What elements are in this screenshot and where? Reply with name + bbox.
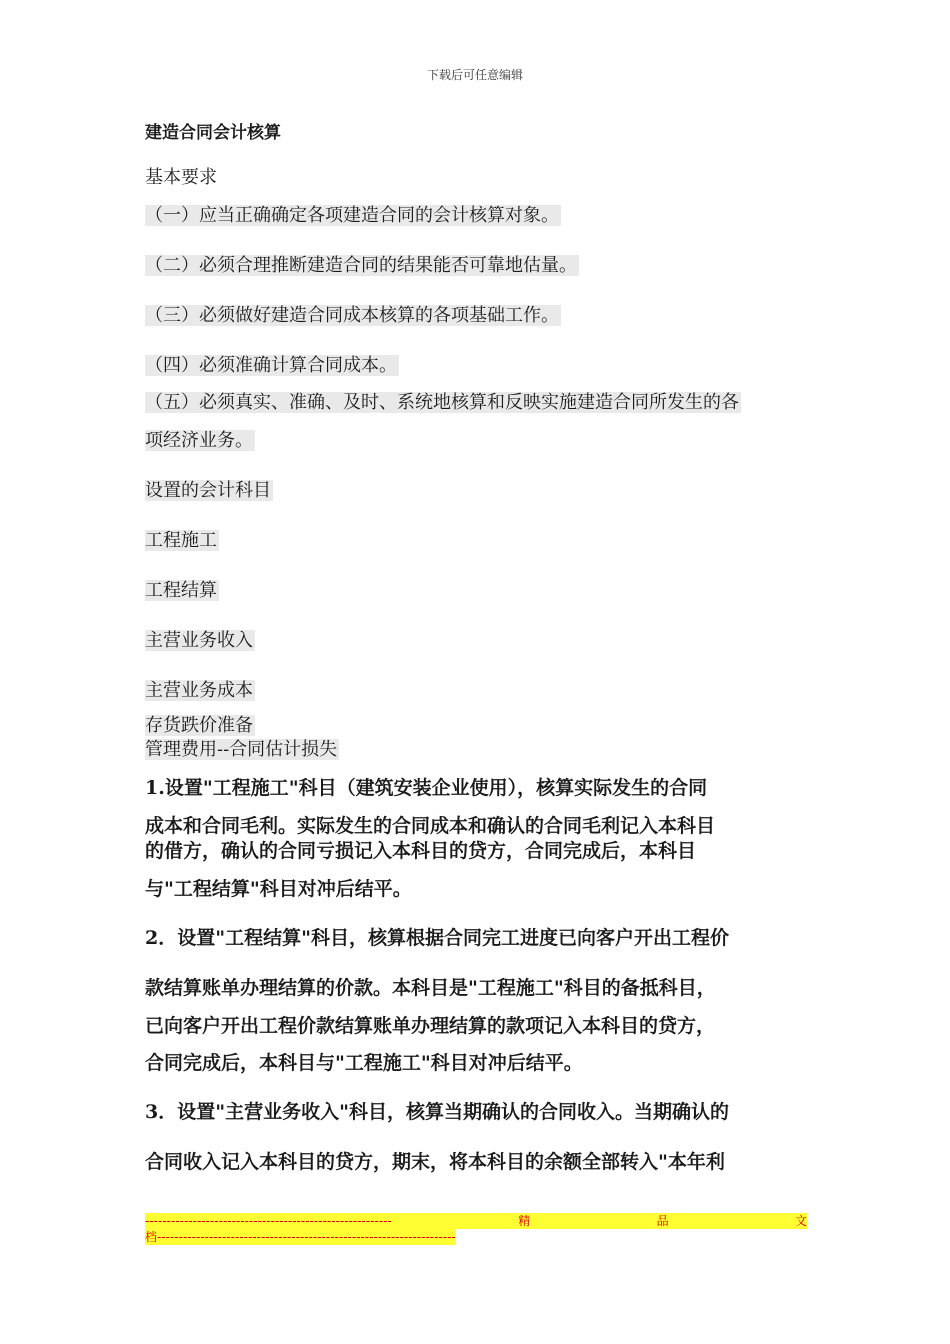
- account-item: 管理费用--合同估计损失: [145, 739, 338, 760]
- account-item: 主营业务收入: [145, 630, 253, 651]
- paragraph-line: 成本和合同毛利。实际发生的合同成本和确认的合同毛利记入本科目: [145, 815, 716, 837]
- footer-char: 品: [656, 1214, 669, 1228]
- footer-char: 精: [518, 1214, 531, 1228]
- footer-char: 档: [145, 1230, 158, 1244]
- page-footer: [145, 1213, 807, 1245]
- paragraph-line: 的借方，确认的合同亏损记入本科目的贷方，合同完成后，本科目: [145, 840, 697, 862]
- page-header: 下载后可任意编辑: [426, 68, 523, 82]
- section-basic-requirements: 基本要求: [145, 167, 217, 188]
- paragraph-line: 合同收入记入本科目的贷方，期末，将本科目的余额全部转入"本年利: [145, 1151, 725, 1173]
- account-item: 工程结算: [145, 580, 217, 601]
- account-item: 主营业务成本: [145, 680, 253, 701]
- account-item: 工程施工: [145, 530, 217, 551]
- requirement-item: （四）必须准确计算合同成本。: [145, 355, 397, 376]
- paragraph-line: 1.设置"工程施工"科目（建筑安装企业使用），核算实际发生的合同: [145, 777, 708, 799]
- account-item: 存货跌价准备: [145, 715, 253, 736]
- requirement-item: （一）应当正确确定各项建造合同的会计核算对象。: [145, 205, 559, 226]
- paragraph-line: 与"工程结算"科目对冲后结平。: [145, 878, 412, 900]
- footer-char: 文: [794, 1214, 807, 1228]
- section-accounts: 设置的会计科目: [145, 480, 271, 501]
- requirement-item: （五）必须真实、准确、及时、系统地核算和反映实施建造合同所发生的各: [145, 392, 739, 413]
- paragraph-line: 已向客户开出工程价款结算账单办理结算的款项记入本科目的贷方，: [145, 1015, 716, 1037]
- doc-title: 建造合同会计核算: [145, 123, 281, 143]
- paragraph-line: 款结算账单办理结算的价款。本科目是"工程施工"科目的备抵科目，: [145, 977, 716, 999]
- requirement-item: 项经济业务。: [145, 430, 253, 451]
- footer-dashes: ---------------------------------------------------------------------: [157, 1230, 456, 1244]
- requirement-item: （三）必须做好建造合同成本核算的各项基础工作。: [145, 305, 559, 326]
- paragraph-line: 合同完成后，本科目与"工程施工"科目对冲后结平。: [145, 1052, 583, 1074]
- paragraph-line: 3．设置"主营业务收入"科目，核算当期确认的合同收入。当期确认的: [145, 1101, 730, 1123]
- footer-dashes: ---------------------------------------------------------: [145, 1214, 392, 1228]
- paragraph-line: 2．设置"工程结算"科目，核算根据合同完工进度已向客户开出工程价: [145, 927, 730, 949]
- requirement-item: （二）必须合理推断建造合同的结果能否可靠地估量。: [145, 255, 577, 276]
